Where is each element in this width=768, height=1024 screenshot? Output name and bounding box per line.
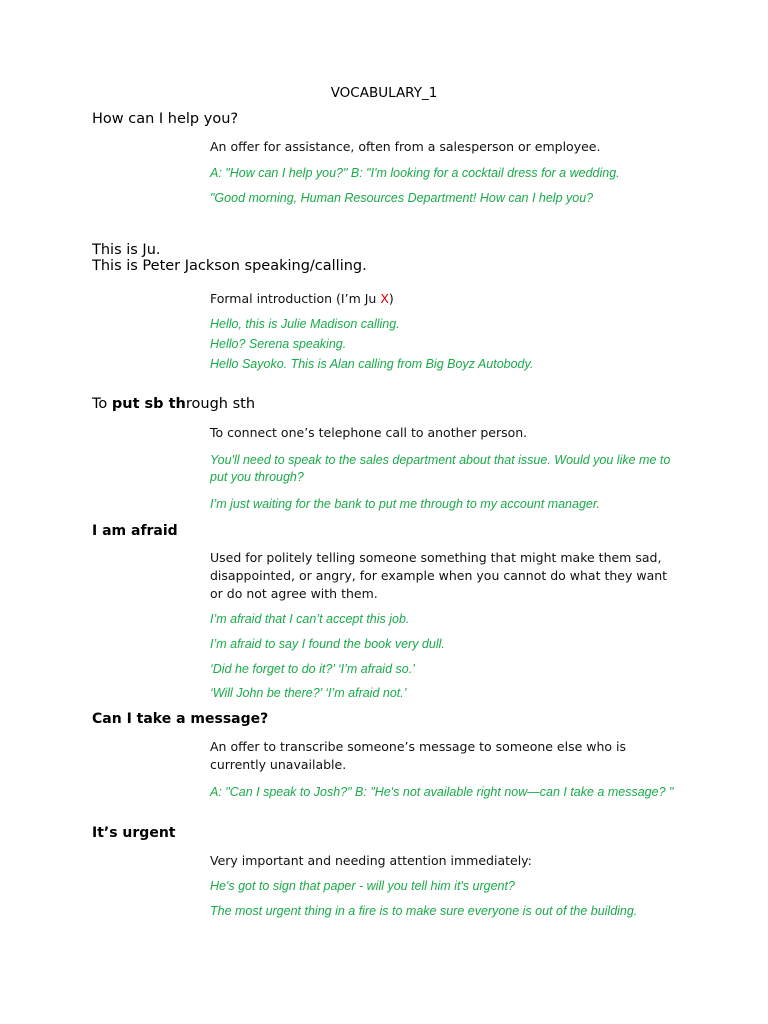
red-x-mark: X <box>380 291 389 306</box>
document-title: VOCABULARY_1 <box>330 85 438 101</box>
example-sentence: A: "How can I help you?" B: "I'm looking for a cocktail dress for a wedding. <box>210 166 620 180</box>
heading-put-sb-through <box>92 396 255 412</box>
heading-text: rough sth <box>185 396 256 412</box>
example-sentence: Hello? Serena speaking. <box>210 337 347 351</box>
example-sentence: You'll need to speak to the sales department about that issue. Would you like me to put you through? <box>210 453 671 484</box>
example-sentence: I’m afraid to say I found the book very dull. <box>210 637 445 651</box>
heading-its-urgent: It’s urgent <box>92 825 176 841</box>
heading-this-is-ju: This is Ju. <box>92 242 161 258</box>
example-sentence: Hello Sayoko. This is Alan calling from Big Boyz Autobody. <box>210 357 534 371</box>
heading-bold-text: put sb th <box>111 396 186 412</box>
example-sentence: I’m afraid that I can’t accept this job. <box>210 612 410 626</box>
definition-put-through: To connect one’s telephone call to another person. <box>210 425 528 440</box>
heading-text: To <box>92 396 112 412</box>
heading-take-a-message: Can I take a message? <box>92 711 269 727</box>
example-sentence: "Good morning, Human Resources Department! How can I help you? <box>210 191 594 205</box>
heading-how-can-i-help: How can I help you? <box>92 111 239 127</box>
example-sentence: ‘Will John be there?’ ‘I’m afraid not.’ <box>210 686 407 700</box>
definition-how-can-i-help: An offer for assistance, often from a salesperson or employee. <box>210 139 601 154</box>
definition-formal-introduction <box>210 291 394 306</box>
example-sentence: ‘Did he forget to do it?’ ‘I’m afraid so.’ <box>210 662 415 676</box>
example-sentence: The most urgent thing in a fire is to make sure everyone is out of the building. <box>210 904 638 918</box>
definition-its-urgent: Very important and needing attention immediately: <box>210 853 532 868</box>
definition-take-a-message: An offer to transcribe someone’s message to someone else who is currently unavailable. <box>210 739 627 772</box>
example-sentence: A: "Can I speak to Josh?" B: "He's not available right now—can I take a message? " <box>210 785 674 799</box>
example-sentence: I’m just waiting for the bank to put me through to my account manager. <box>210 497 601 511</box>
definition-text: Formal introduction (I’m Ju <box>210 291 381 306</box>
definition-i-am-afraid: Used for politely telling someone something that might make them sad, disappointed, or angry, for example when you cannot do what they want or do not agree with them. <box>210 550 668 601</box>
heading-i-am-afraid: I am afraid <box>92 523 178 539</box>
example-sentence: Hello, this is Julie Madison calling. <box>210 317 400 331</box>
example-sentence: He's got to sign that paper - will you tell him it's urgent? <box>210 879 515 893</box>
definition-close-paren: ) <box>388 291 394 306</box>
heading-this-is-peter: This is Peter Jackson speaking/calling. <box>92 258 367 274</box>
